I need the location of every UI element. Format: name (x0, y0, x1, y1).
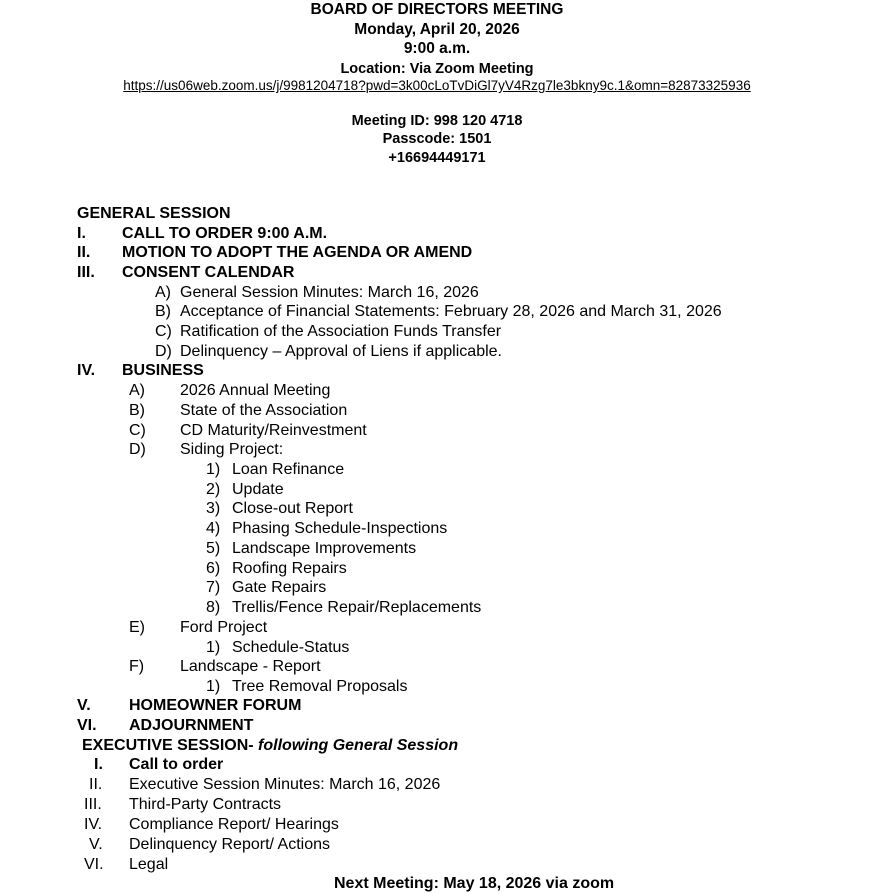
meeting-passcode: Passcode: 1501 (382, 131, 492, 147)
landscape-item: Tree Removal Proposals (232, 678, 408, 695)
next-meeting: Next Meeting: May 18, 2026 via zoom (334, 875, 615, 892)
meeting-phone: +16694449171 (388, 150, 486, 166)
item-number: V. (77, 697, 91, 714)
sub-sub-item-number: 8) (206, 599, 221, 616)
exec-item: Third-Party Contracts (129, 796, 282, 813)
meeting-title: BOARD OF DIRECTORS MEETING (310, 1, 564, 18)
sub-sub-item-number: 4) (206, 520, 221, 537)
sub-sub-item-number: 1) (206, 461, 221, 478)
exec-item-call-to-order: Call to order (129, 756, 224, 773)
item-adjournment: ADJOURNMENT (129, 717, 254, 734)
siding-item: Close-out Report (232, 500, 353, 517)
item-motion-adopt-agenda: MOTION TO ADOPT THE AGENDA OR AMEND (122, 244, 473, 261)
business-item: Landscape - Report (180, 658, 321, 675)
item-call-to-order: CALL TO ORDER 9:00 A.M. (122, 225, 328, 242)
ford-item: Schedule-Status (232, 639, 350, 656)
sub-item-number: C) (155, 323, 172, 340)
executive-session-note: following General Session (258, 737, 459, 754)
siding-item: Landscape Improvements (232, 540, 417, 557)
item-business: BUSINESS (122, 362, 204, 379)
sub-sub-item-number: 1) (206, 639, 221, 656)
business-item: State of the Association (180, 402, 348, 419)
sub-sub-item-number: 6) (206, 560, 221, 577)
sub-item-number: A) (129, 382, 145, 399)
item-consent-calendar: CONSENT CALENDAR (122, 264, 295, 281)
item-number: II. (77, 244, 91, 261)
item-number: VI. (77, 717, 97, 734)
item-homeowner-forum: HOMEOWNER FORUM (129, 697, 302, 714)
sub-sub-item-number: 2) (206, 481, 221, 498)
meeting-location: Location: Via Zoom Meeting (340, 61, 534, 77)
siding-item: Roofing Repairs (232, 560, 347, 577)
business-item: Siding Project: (180, 441, 284, 458)
exec-item-number: IV. (84, 816, 103, 833)
exec-item-number: VI. (84, 856, 104, 873)
siding-item: Loan Refinance (232, 461, 345, 478)
siding-item: Trellis/Fence Repair/Replacements (232, 599, 482, 616)
siding-item: Gate Repairs (232, 579, 327, 596)
exec-item-number: II. (89, 776, 103, 793)
meeting-time: 9:00 a.m. (403, 40, 471, 57)
item-number: IV. (77, 362, 96, 379)
general-session-heading: GENERAL SESSION (77, 205, 231, 222)
exec-item-number: III. (84, 796, 102, 813)
sub-sub-item-number: 3) (206, 500, 221, 517)
exec-item: Delinquency Report/ Actions (129, 836, 330, 853)
exec-item-number: I. (94, 756, 103, 773)
sub-item-number: D) (129, 441, 146, 458)
sub-sub-item-number: 1) (206, 678, 221, 695)
exec-item: Executive Session Minutes: March 16, 2026 (129, 776, 441, 793)
sub-item-number: E) (129, 619, 145, 636)
meeting-date: Monday, April 20, 2026 (354, 21, 520, 38)
zoom-link[interactable]: https://us06web.zoom.us/j/9981204718?pwd=3k00cLoTvDiGl7yV4Rzg7le3bkny9c.1&omn=82873325936 (123, 78, 751, 93)
business-item: Ford Project (180, 619, 268, 636)
exec-item: Compliance Report/ Hearings (129, 816, 339, 833)
exec-item: Legal (129, 856, 169, 873)
sub-item-number: F) (129, 658, 145, 675)
sub-sub-item-number: 5) (206, 540, 221, 557)
meeting-id: Meeting ID: 998 120 4718 (351, 113, 523, 129)
business-item: 2026 Annual Meeting (180, 382, 331, 399)
sub-item-number: C) (129, 422, 146, 439)
item-number: I. (77, 225, 86, 242)
consent-item: General Session Minutes: March 16, 2026 (180, 284, 479, 301)
exec-item-number: V. (89, 836, 103, 853)
sub-sub-item-number: 7) (206, 579, 221, 596)
sub-item-number: B) (155, 303, 171, 320)
sub-item-number: A) (155, 284, 171, 301)
executive-session-heading: EXECUTIVE SESSION- following General Session (82, 737, 459, 754)
sub-item-number: D) (155, 343, 172, 360)
siding-item: Phasing Schedule-Inspections (232, 520, 448, 537)
siding-item: Update (232, 481, 284, 498)
consent-item: Delinquency – Approval of Liens if applicable. (180, 343, 502, 360)
business-item: CD Maturity/Reinvestment (180, 422, 367, 439)
consent-item: Ratification of the Association Funds Transfer (180, 323, 502, 340)
item-number: III. (77, 264, 95, 281)
consent-item: Acceptance of Financial Statements: February 28, 2026 and March 31, 2026 (180, 303, 722, 320)
sub-item-number: B) (129, 402, 145, 419)
